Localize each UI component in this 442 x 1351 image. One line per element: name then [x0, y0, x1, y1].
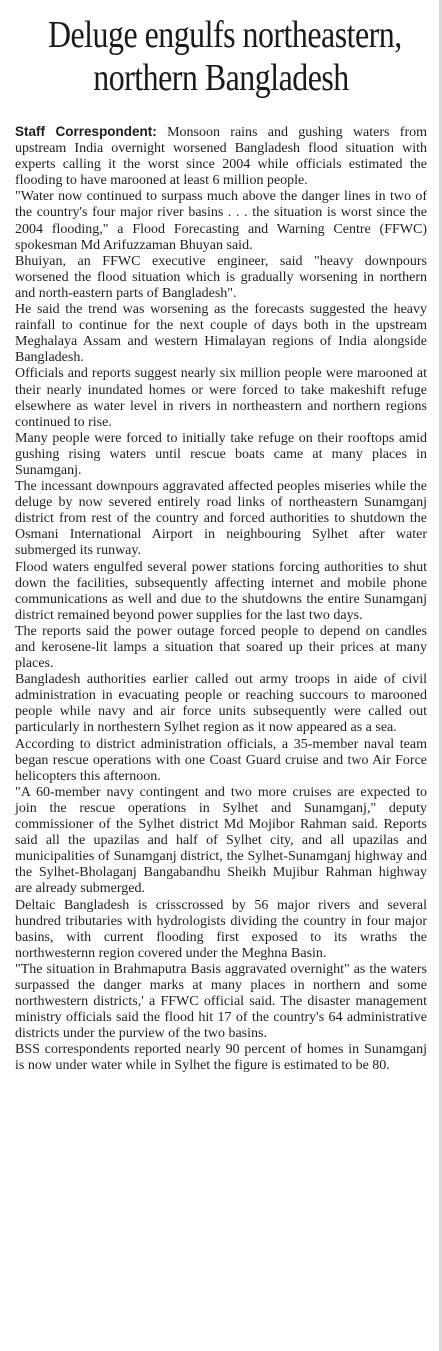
byline: Staff Correspondent:	[15, 124, 157, 139]
article-paragraph: "A 60-member navy contingent and two more cruises are expected to join the rescue operations in Sylhet and Sunamganj," deputy commissioner of the Sylhet district Md Mojibor Rahman said. Reports said all the upazilas and half of Sylhet city, and all upazilas and municipalities of Sunamganj district, the Sylhet-Sunamganj highway and the Sylhet-Bholaganj Bangabandhu Sheikh Mujibur Rahman highway are already submerged.	[15, 784, 427, 897]
article-paragraph: He said the trend was worsening as the forecasts suggested the heavy rainfall to continue for the next couple of days both in the upstream Meghalaya Assam and western Himalayan regions of India alongside Bangladesh.	[15, 302, 427, 366]
paragraph-text: Monsoon rains and gushing waters from upstream India overnight worsened Bangladesh flood situation with experts calling it the worst since 2004 while officials estimated the flooding to have marooned at least 6 million people.	[15, 125, 427, 189]
article-body	[15, 124, 427, 1075]
article-paragraph: "Water now continued to surpass much above the danger lines in two of the country's four major river basins . . . the situation is worst since the 2004 flooding," a Flood Forecasting and Warning Centre (FFWC) spokesman Md Arifuzzaman Bhuyan said.	[15, 189, 427, 253]
headline-line-1: Deluge engulfs northeastern,	[47, 14, 402, 56]
article-paragraph	[15, 124, 427, 189]
article-paragraph: Many people were forced to initially take refuge on their rooftops amid gushing rising waters until rescue boats came at many places in Sunamganj.	[15, 430, 427, 478]
article-paragraph: Officials and reports suggest nearly six million people were marooned at their nearly inundated homes or were forced to take makeshift refuge elsewhere as water level in rivers in northeastern and northern regions continued to rise.	[15, 366, 427, 430]
article-paragraph: Flood waters engulfed several power stations forcing authorities to shut down the facilities, subsequently affecting internet and mobile phone communications as well and due to the shutdowns the entire Sunamganj district remained beyond power supplies for the last two days.	[15, 559, 427, 623]
headline-line-2: northern Bangladesh	[93, 57, 349, 99]
article-paragraph: "The situation in Brahmaputra Basis aggravated overnight" as the waters surpassed the danger marks at many places in northern and some northwestern districts,' a FFWC official said. The disaster management ministry officials said the flood hit 17 of the country's 64 administrative districts under the purview of the two basins.	[15, 961, 427, 1042]
article-paragraph: BSS correspondents reported nearly 90 percent of homes in Sunamganj is now under water while in Sylhet the figure is estimated to be 80.	[15, 1042, 427, 1074]
article-paragraph: Deltaic Bangladesh is crisscrossed by 56 major rivers and several hundred tributaries with hydrologists dividing the country in four major basins, with current flooding first exposed to its wraths the northwesternn region covered under the Meghna Basin.	[15, 897, 427, 961]
headline	[47, 14, 402, 100]
article-paragraph: Bangladesh authorities earlier called out army troops in aide of civil administration in evacuating people or reaching succours to marooned people while navy and air force units subsequently were called out particularly in northestern Sylhet region as it now appeared as a sea.	[15, 672, 427, 736]
article-paragraph: The incessant downpours aggravated affected peoples miseries while the deluge by now severed entirely road links of northeastern Sunamganj district from rest of the country and forced authorities to shutdown the Osmani International Airport in neighbouring Sylhet after water submerged its runway.	[15, 479, 427, 559]
article-paragraph: According to district administration officials, a 35-member naval team began rescue operations with one Coast Guard cruise and two Air Force helicopters this afternoon.	[15, 736, 427, 784]
article-paragraph: The reports said the power outage forced people to depend on candles and kerosene-lit lamps a situation that soared up their prices at many places.	[15, 623, 427, 672]
article-paragraph: Bhuiyan, an FFWC executive engineer, said "heavy downpours worsened the flood situation which is gradually worsening in northern and north-eastern parts of Bangladesh".	[15, 253, 427, 301]
